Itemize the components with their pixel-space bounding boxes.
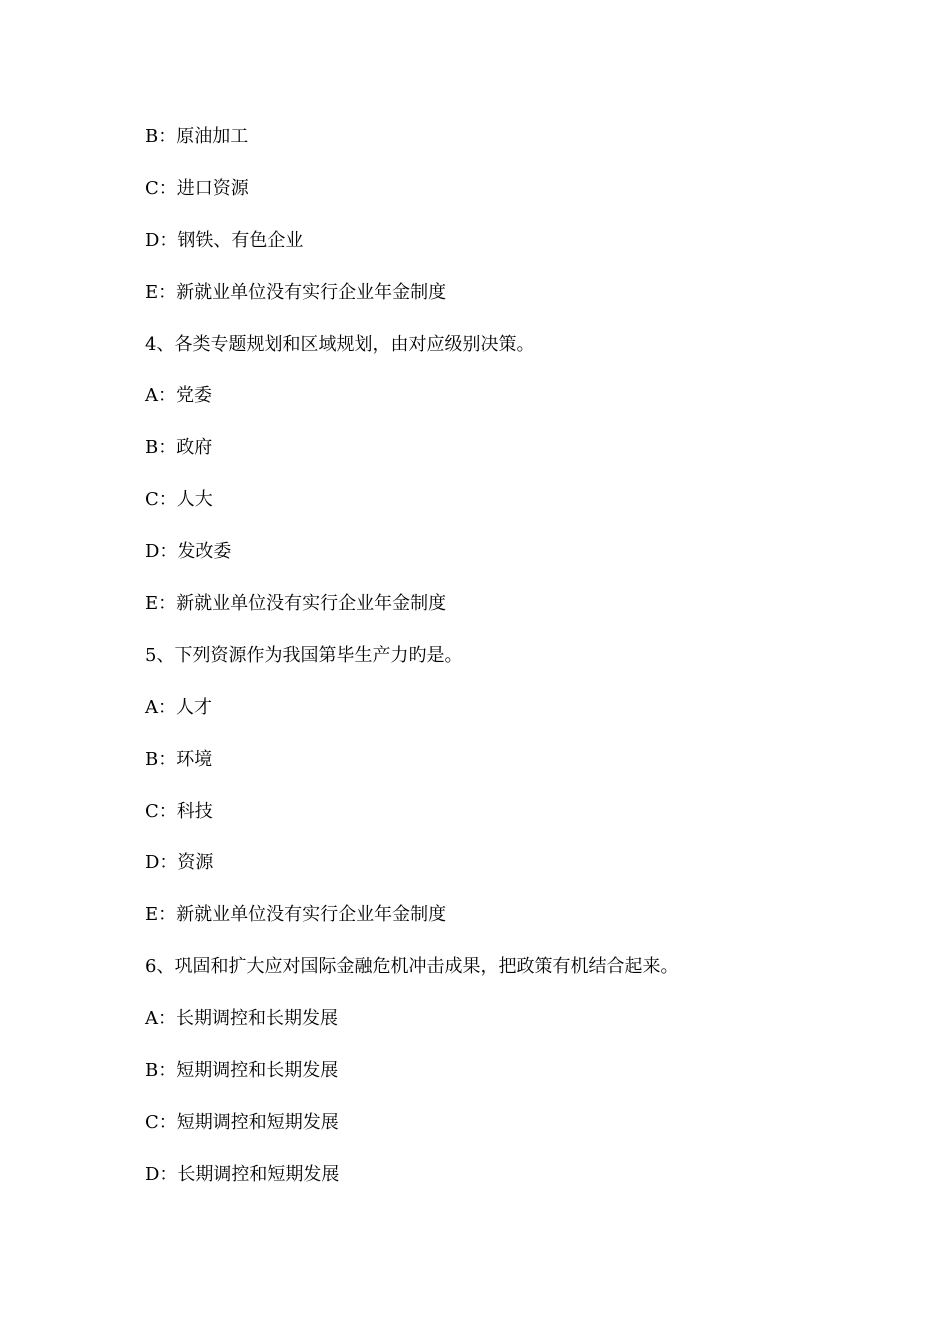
- option-c-q5: C：科技: [145, 800, 213, 822]
- option-e-q5: E：新就业单位没有实行企业年金制度: [145, 904, 447, 926]
- option-c-q6: C：短期调控和短期发展: [145, 1111, 339, 1133]
- option-d-q6: D：长期调控和短期发展: [145, 1163, 340, 1185]
- option-d-q5: D：资源: [145, 852, 214, 874]
- option-a-q4: A：党委: [145, 385, 212, 407]
- document-body: [145, 124, 845, 1214]
- question-4: 4、各类专题规划和区域规划，由对应级别决策。: [145, 333, 535, 355]
- question-6: 6、巩固和扩大应对国际金融危机冲击成果，把政策有机结合起来。: [145, 956, 679, 978]
- option-c-q3: C：进口资源: [145, 177, 249, 199]
- option-b-q5: B：环境: [145, 748, 213, 770]
- question-5: 5、下列资源作为我国第毕生产力旳是。: [145, 644, 463, 666]
- option-b-q6: B：短期调控和长期发展: [145, 1060, 339, 1082]
- option-d-q3: D：钢铁、有色企业: [145, 229, 304, 251]
- option-b-q3: B：原油加工: [145, 126, 249, 147]
- option-c-q4: C：人大: [145, 489, 213, 511]
- option-d-q4: D：发改委: [145, 541, 232, 563]
- option-a-q6: A：长期调控和长期发展: [145, 1008, 338, 1030]
- option-a-q5: A：人才: [145, 696, 212, 718]
- option-e-q4: E：新就业单位没有实行企业年金制度: [145, 593, 447, 615]
- option-b-q4: B：政府: [145, 437, 213, 459]
- option-e-q3: E：新就业单位没有实行企业年金制度: [145, 281, 447, 303]
